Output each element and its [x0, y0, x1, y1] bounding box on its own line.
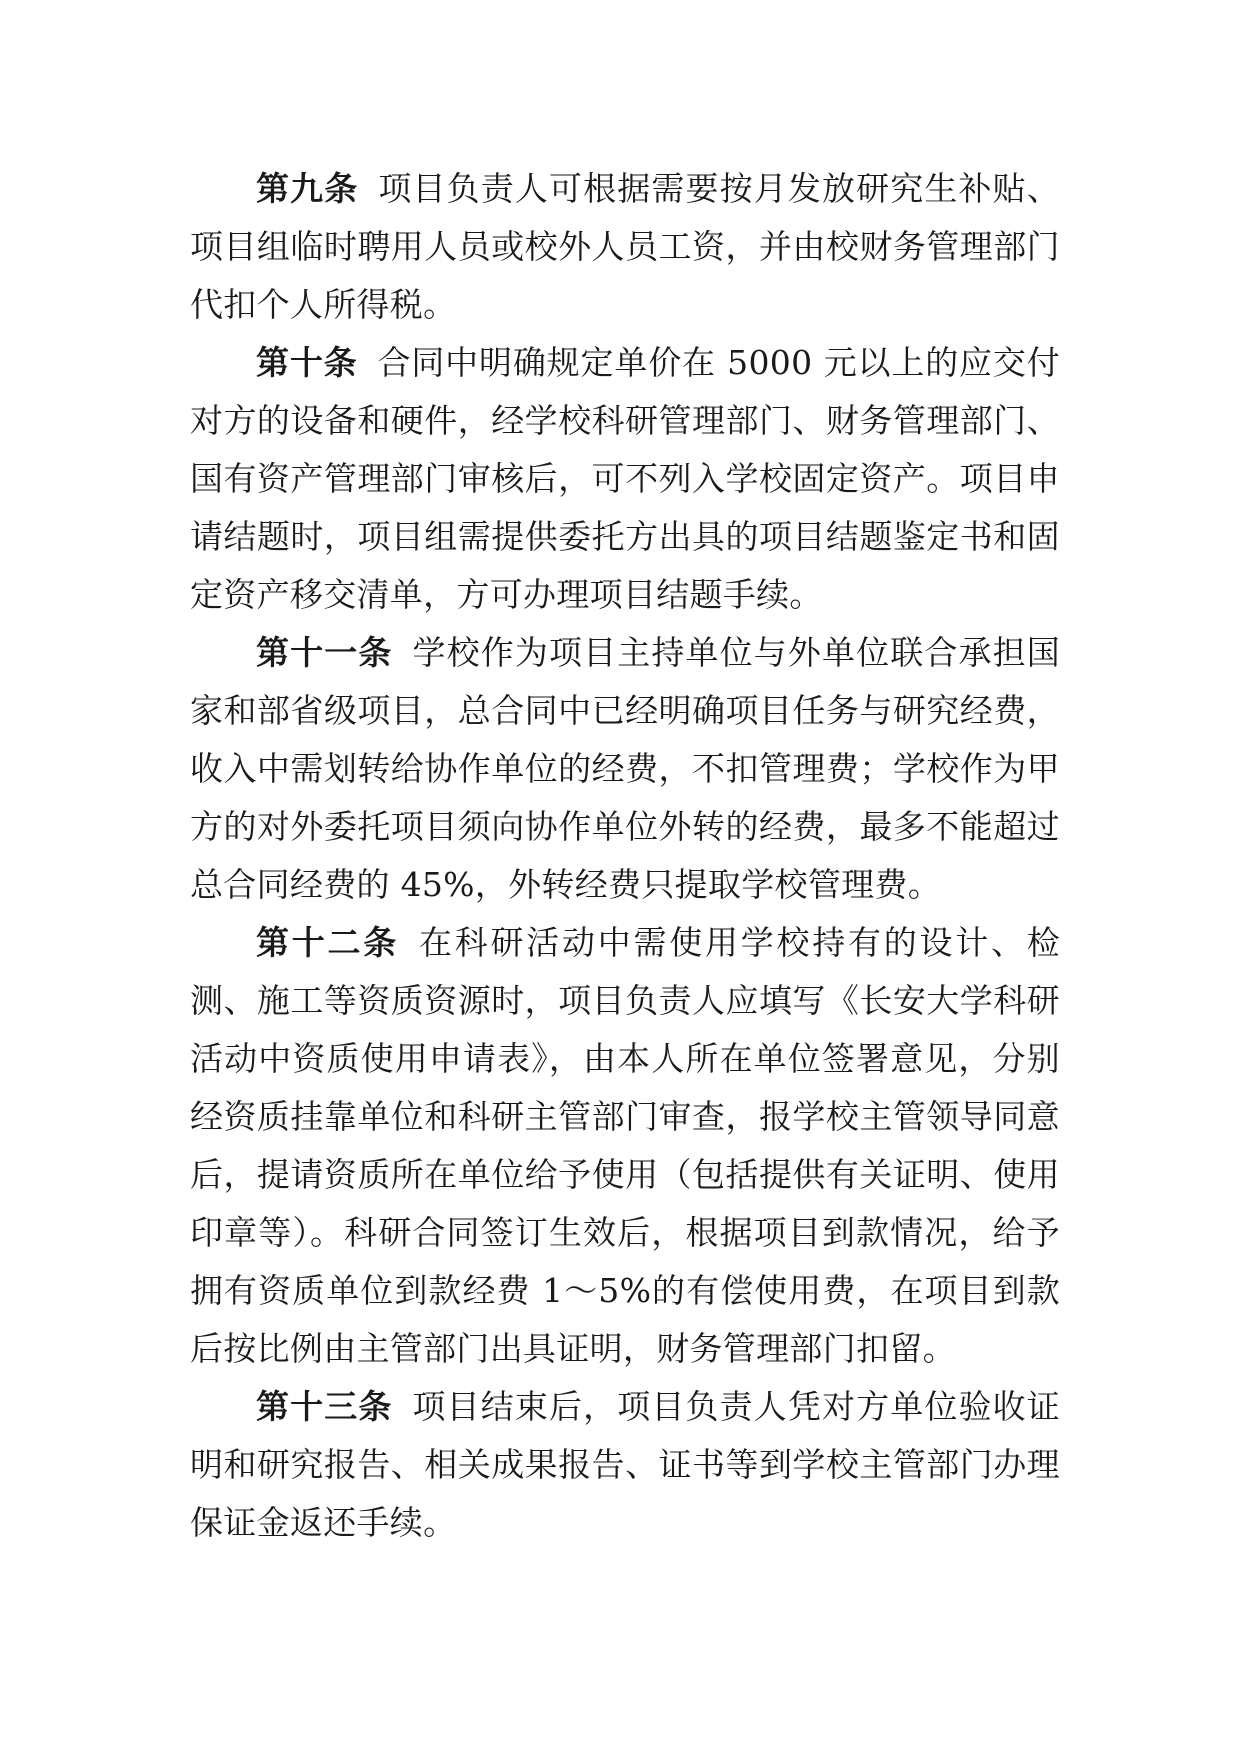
article-body: 项目结束后，项目负责人凭对方单位验收证明和研究报告、相关成果报告、证书等到学校主管部门办理保证金返还手续。 — [190, 1387, 1061, 1542]
article-body: 项目负责人可根据需要按月发放研究生补贴、项目组临时聘用人员或校外人员工资，并由校财务管理部门代扣个人所得税。 — [190, 169, 1061, 324]
article-heading: 第十三条 — [256, 1387, 393, 1426]
article-body: 学校作为项目主持单位与外单位联合承担国家和部省级项目，总合同中已经明确项目任务与研究经费，收入中需划转给协作单位的经费，不扣管理费；学校作为甲方的对外委托项目须向协作单位外转的经费，最多不能超过总合同经费的 45%，外转经费只提取学校管理费。 — [190, 633, 1061, 904]
document-page — [190, 160, 1060, 1552]
article-heading: 第九条 — [256, 169, 359, 208]
article-heading: 第十二条 — [256, 923, 399, 962]
article-13 — [190, 1378, 1060, 1552]
article-body: 在科研活动中需使用学校持有的设计、检测、施工等资质资源时，项目负责人应填写《长安大学科研活动中资质使用申请表》，由本人所在单位签署意见，分别经资质挂靠单位和科研主管部门审查，报学校主管领导同意后，提请资质所在单位给予使用（包括提供有关证明、使用印章等）。科研合同签订生效后，根据项目到款情况，给予拥有资质单位到款经费 1～5%的有偿使用费，在项目到款后按比例由主管部门出具证明，财务管理部门扣留。 — [190, 923, 1061, 1368]
article-heading: 第十一条 — [256, 633, 393, 672]
article-body: 合同中明确规定单价在 5000 元以上的应交付对方的设备和硬件，经学校科研管理部门、财务管理部门、国有资产管理部门审核后，可不列入学校固定资产。项目申请结题时，项目组需提供委托方出具的项目结题鉴定书和固定资产移交清单，方可办理项目结题手续。 — [190, 343, 1060, 614]
article-10 — [190, 334, 1060, 624]
article-12 — [190, 914, 1060, 1378]
article-11 — [190, 624, 1060, 914]
article-9 — [190, 160, 1060, 334]
article-heading: 第十条 — [256, 343, 358, 382]
